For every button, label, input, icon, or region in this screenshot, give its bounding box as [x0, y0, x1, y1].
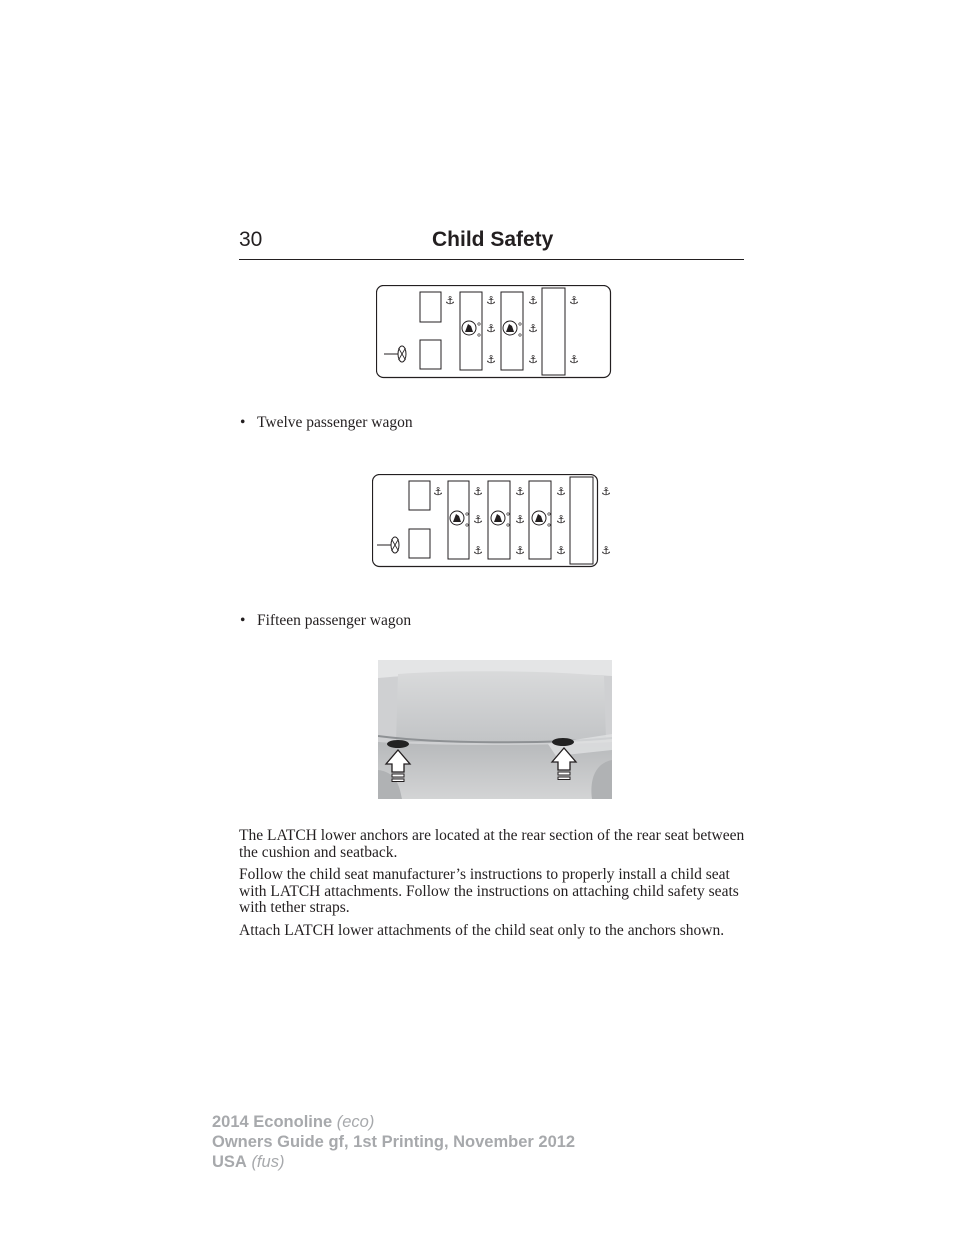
- caption-fifteen-passenger: • Fifteen passenger wagon: [240, 612, 412, 629]
- seat-row-4: [542, 288, 565, 375]
- svg-text:⚓: ⚓: [486, 353, 496, 366]
- seat-row-5: [570, 477, 593, 564]
- svg-text:⚓: ⚓: [528, 322, 538, 335]
- child-seat-icon: [462, 321, 480, 336]
- footer-line-3: USA (fus): [212, 1153, 285, 1171]
- svg-text:⚓: ⚓: [445, 294, 455, 307]
- lower-anchor-right: [552, 738, 574, 746]
- svg-text:⚓: ⚓: [515, 513, 525, 526]
- footer-line-1: 2014 Econoline (eco): [212, 1113, 375, 1131]
- paragraph-attach-latch: Attach LATCH lower attachments of the child seat only to the anchors shown.: [239, 921, 725, 939]
- svg-text:⚓: ⚓: [473, 513, 483, 526]
- driver-seat: [409, 481, 430, 510]
- paragraph-latch-location: The LATCH lower anchors are located at the rear section of the rear seat between the cushion and seatback.: [239, 827, 745, 861]
- svg-text:⚓: ⚓: [515, 544, 525, 557]
- child-seat-icon: [532, 511, 550, 526]
- svg-text:⚓: ⚓: [556, 544, 566, 557]
- steering-wheel-icon: [384, 346, 406, 362]
- svg-text:⚓: ⚓: [473, 485, 483, 498]
- svg-text:⚓: ⚓: [515, 485, 525, 498]
- svg-text:⚓: ⚓: [569, 294, 579, 307]
- paragraph-follow-instructions: Follow the child seat manufacturer’s instructions to properly install a child seat with LATCH attachments. Follow the instructions on attaching child safety seats with tether straps.: [239, 866, 739, 916]
- latch-anchor-photo: [378, 660, 612, 799]
- steering-wheel-icon: [377, 537, 399, 553]
- svg-text:⚓: ⚓: [601, 544, 611, 557]
- lower-anchor-left: [387, 740, 409, 748]
- caption-twelve-passenger: • Twelve passenger wagon: [240, 414, 413, 431]
- svg-text:⚓: ⚓: [601, 485, 611, 498]
- svg-text:⚓: ⚓: [569, 353, 579, 366]
- page-header: [239, 228, 744, 260]
- child-seat-icon: [450, 511, 468, 526]
- svg-text:⚓: ⚓: [556, 513, 566, 526]
- twelve-passenger-diagram: [376, 285, 612, 379]
- svg-text:⚓: ⚓: [556, 485, 566, 498]
- page-number: 30: [239, 228, 263, 251]
- child-seat-icon: [491, 511, 509, 526]
- svg-text:⚓: ⚓: [473, 544, 483, 557]
- footer-line-2: Owners Guide gf, 1st Printing, November 2012: [212, 1133, 576, 1151]
- footer: [212, 1112, 575, 1172]
- svg-text:⚓: ⚓: [528, 294, 538, 307]
- svg-text:⚓: ⚓: [486, 294, 496, 307]
- driver-seat: [420, 292, 441, 322]
- child-seat-icon: [503, 321, 521, 336]
- svg-text:⚓: ⚓: [486, 322, 496, 335]
- passenger-seat: [420, 340, 441, 369]
- passenger-seat: [409, 529, 430, 558]
- body-text: [239, 828, 747, 945]
- svg-text:⚓: ⚓: [528, 353, 538, 366]
- fifteen-passenger-diagram: [372, 474, 614, 568]
- section-title: Child Safety: [432, 228, 554, 251]
- svg-text:⚓: ⚓: [433, 485, 443, 498]
